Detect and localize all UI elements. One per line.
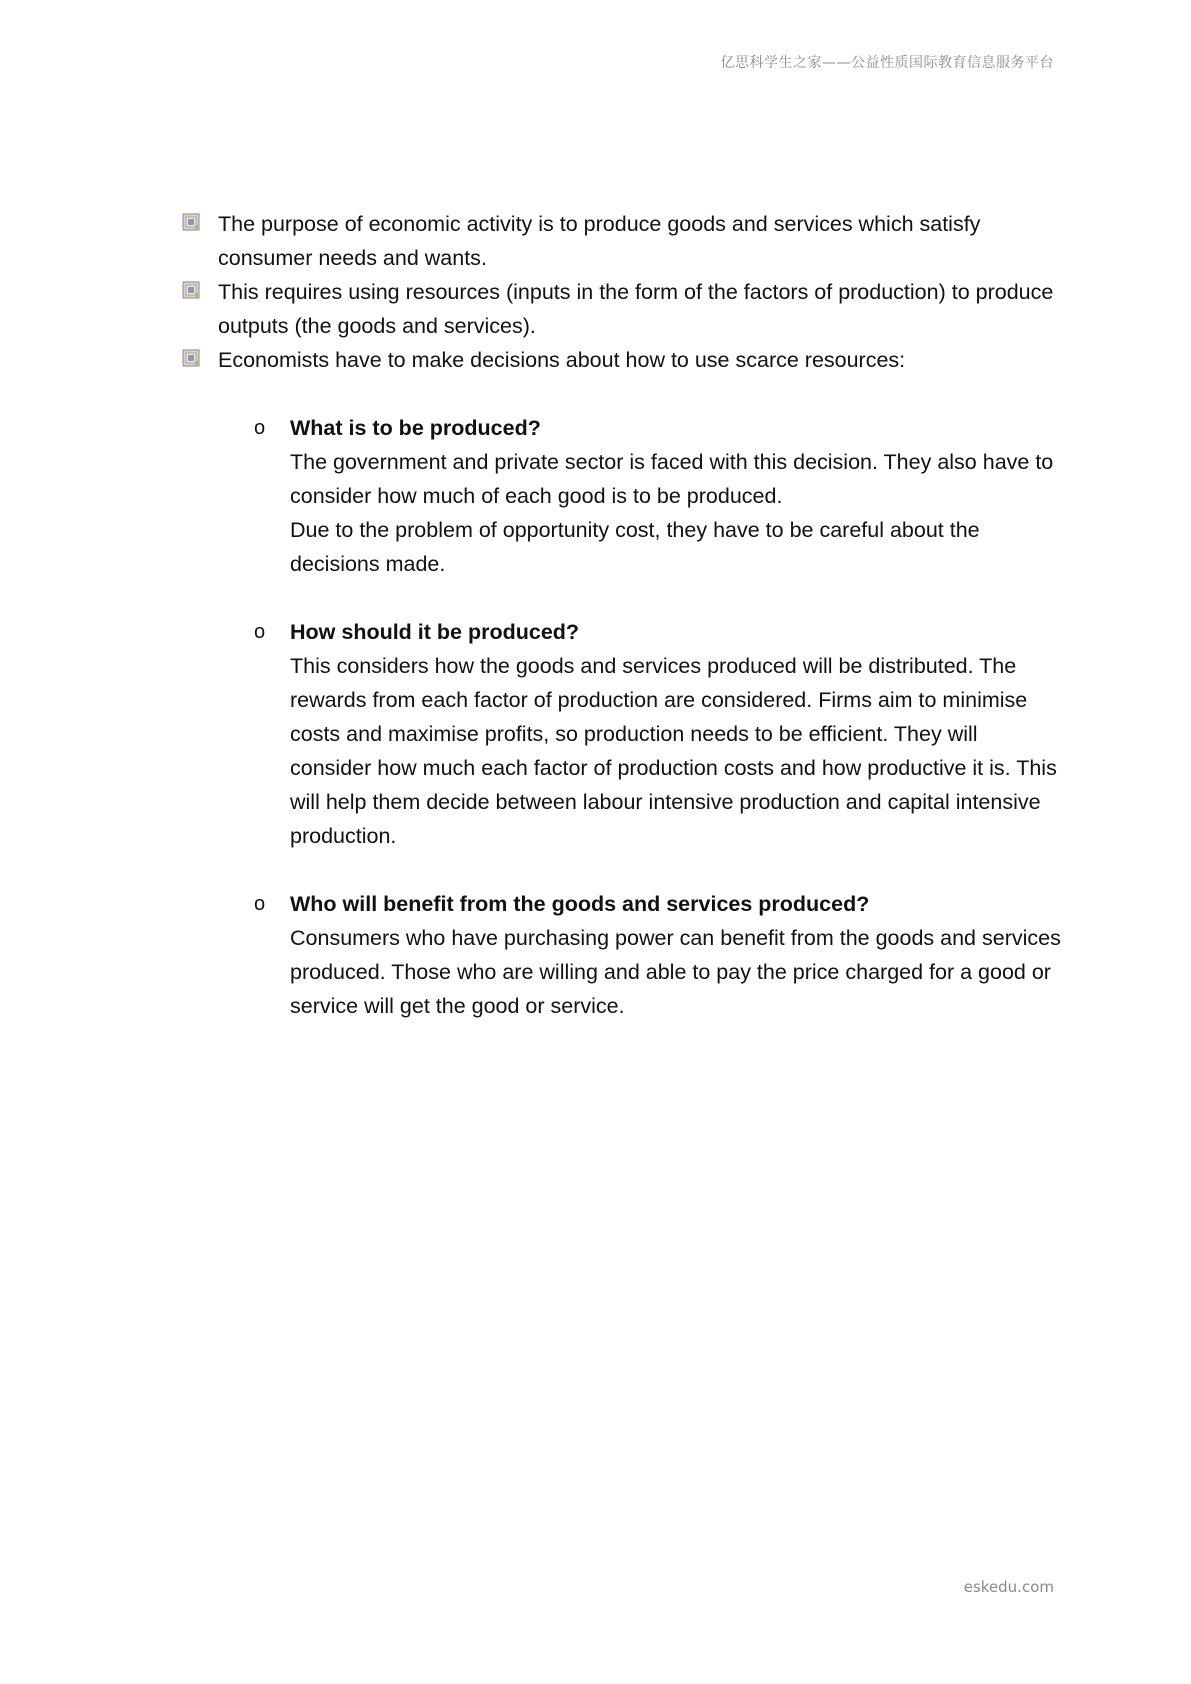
picture-bullet-icon <box>182 349 200 367</box>
page-header: 亿思科学生之家——公益性质国际教育信息服务平台 <box>720 55 1054 71</box>
bullet-item <box>182 275 1062 343</box>
sub-question-item <box>182 615 1062 853</box>
circle-bullet-marker: o <box>254 621 266 643</box>
sub-question-paragraph: Due to the problem of opportunity cost, they have to be careful about the decisions made. <box>290 518 980 576</box>
bullet-text: Economists have to make decisions about how to use scarce resources: <box>218 348 906 372</box>
page-footer: eskedu.com <box>963 1578 1054 1596</box>
sub-question-title: What is to be produced? <box>290 416 541 440</box>
bullet-list <box>182 207 1062 377</box>
circle-bullet-marker: o <box>254 417 266 439</box>
circle-bullet-marker: o <box>254 893 266 915</box>
sub-question-item <box>182 887 1062 1023</box>
sub-question-title: How should it be produced? <box>290 620 580 644</box>
picture-bullet-icon <box>182 281 200 299</box>
document-body <box>182 207 1062 1057</box>
sub-question-paragraph: This considers how the goods and services produced will be distributed. The rewards from each factor of production are considered. Firms aim to minimise costs and maximise profits, so production needs to be efficient. They will consider how much each factor of production costs and how productive it is. This will help them decide between labour intensive production and capital intensive production. <box>290 654 1057 848</box>
bullet-item <box>182 207 1062 275</box>
bullet-text: This requires using resources (inputs in the form of the factors of production) to produce outputs (the goods and services). <box>218 280 1054 338</box>
sub-question-paragraph: Consumers who have purchasing power can benefit from the goods and services produced. Those who are willing and able to pay the price charged for a good or service will get the good or service. <box>290 926 1061 1018</box>
bullet-text: The purpose of economic activity is to produce goods and services which satisfy consumer needs and wants. <box>218 212 981 270</box>
picture-bullet-icon <box>182 213 200 231</box>
sub-question-item <box>182 411 1062 581</box>
sub-question-paragraph: The government and private sector is faced with this decision. They also have to consider how much of each good is to be produced. <box>290 450 1054 508</box>
bullet-item <box>182 343 1062 377</box>
sub-question-list <box>182 411 1062 1023</box>
sub-question-title: Who will benefit from the goods and services produced? <box>290 892 870 916</box>
